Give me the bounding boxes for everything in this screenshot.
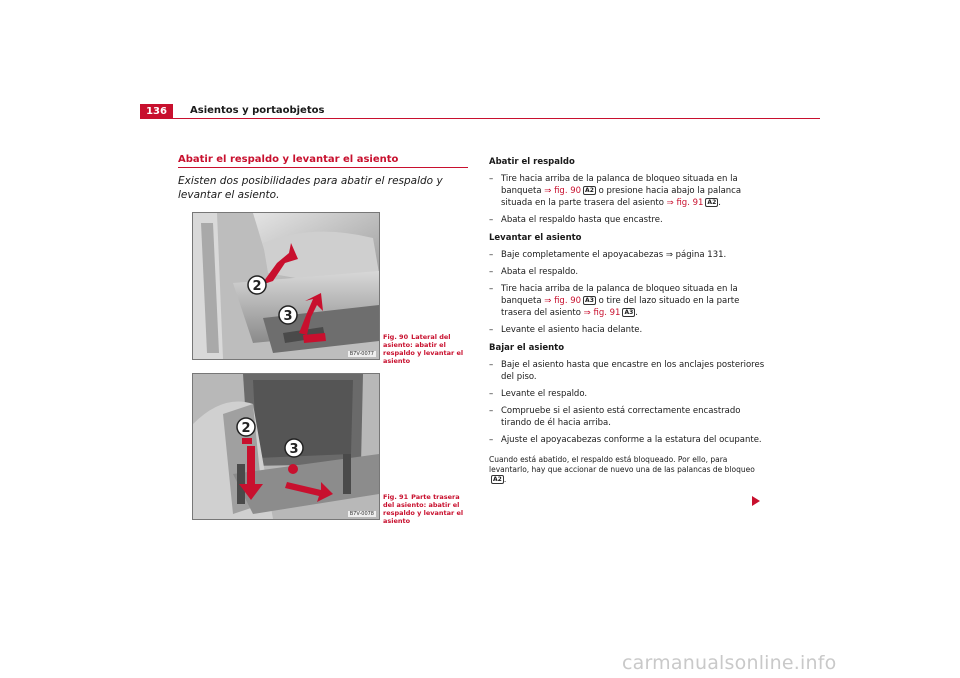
item-text: o presione hacia abajo la palanca situada en la parte trasera del asiento <box>501 186 742 208</box>
section-rule <box>178 167 468 168</box>
list-item <box>489 434 769 446</box>
figure-link[interactable]: ⇒ fig. 90 <box>544 296 582 306</box>
figure-91-code: B7V-0078 <box>349 511 374 517</box>
item-text: . <box>718 198 721 208</box>
item-text: Abata el respaldo. <box>501 267 579 277</box>
continue-arrow-icon <box>752 496 760 506</box>
section-intro: Existen dos posibilidades para abatir el respaldo y levantar el asiento. <box>178 175 443 201</box>
fig91-marker-2: 2 <box>241 421 251 436</box>
list-dash: – <box>489 215 494 225</box>
note-paragraph <box>489 455 769 485</box>
fig90-markers <box>193 213 379 359</box>
heading-levantar-asiento: Levantar el asiento <box>489 233 582 243</box>
list-item <box>489 266 769 278</box>
item-text: Levante el respaldo. <box>501 389 588 399</box>
heading-bajar-asiento: Bajar el asiento <box>489 343 565 353</box>
item-text: Baje el asiento hasta que encastre en los anclajes posteriores del piso. <box>501 360 765 382</box>
list-item <box>489 214 769 226</box>
list-item <box>489 173 769 209</box>
page-number: 136 <box>140 104 173 119</box>
figure-90-image <box>192 212 380 360</box>
note-text: Cuando está abatido, el respaldo está bloqueado. Por ello, para levantarlo, hay que accionar de nuevo una de las palancas de bloqueo <box>489 455 755 474</box>
item-text: Tire hacia arriba de la palanca de bloqueo situada en la banqueta <box>501 174 738 196</box>
list-item <box>489 405 769 429</box>
figure-90-caption <box>383 333 471 365</box>
figure-91-caption <box>383 493 471 525</box>
list-dash: – <box>489 284 494 294</box>
list-dash: – <box>489 360 494 370</box>
figure-90-text: Lateral del asiento: abatir el respaldo y levantar el asiento <box>383 333 464 365</box>
list-dash: – <box>489 325 494 335</box>
item-text: Tire hacia arriba de la palanca de bloqueo situada en la banqueta <box>501 284 738 306</box>
figure-90-label: Fig. 90 <box>383 333 409 341</box>
list-item <box>489 359 769 383</box>
fig91-marker-3: 3 <box>289 442 299 457</box>
item-text: Baje completamente el apoyacabezas ⇒ página 131. <box>501 250 727 260</box>
callout-badge: A3 <box>624 309 634 316</box>
list-item <box>489 283 769 319</box>
figure-91-text: Parte trasera del asiento: abatir el respaldo y levantar el asiento <box>383 493 464 525</box>
header-rule <box>140 118 820 119</box>
list-dash: – <box>489 174 494 184</box>
list-item <box>489 324 769 336</box>
fig90-marker-2: 2 <box>252 279 262 294</box>
figure-link[interactable]: ⇒ fig. 90 <box>544 186 582 196</box>
figure-91-image <box>192 373 380 520</box>
watermark: carmanualsonline.info <box>622 652 837 674</box>
list-dash: – <box>489 267 494 277</box>
item-text: Abata el respaldo hasta que encastre. <box>501 215 663 225</box>
figure-link[interactable]: ⇒ fig. 91 <box>666 198 704 208</box>
running-title: Asientos y portaobjetos <box>190 105 325 116</box>
instructions-column <box>489 156 769 485</box>
list-item <box>489 388 769 400</box>
callout-badge: A2 <box>493 476 502 483</box>
list-dash: – <box>489 435 494 445</box>
callout-badge: A2 <box>707 199 717 206</box>
list-item <box>489 249 769 261</box>
figure-90-code: B7V-0077 <box>349 351 374 357</box>
section-title: Abatir el respaldo y levantar el asiento <box>178 154 399 165</box>
item-text: . <box>635 308 638 318</box>
list-dash: – <box>489 389 494 399</box>
heading-abatir-respaldo: Abatir el respaldo <box>489 157 575 167</box>
item-text: o tire del lazo situado en la parte trasera del asiento <box>501 296 740 318</box>
item-text: Ajuste el apoyacabezas conforme a la estatura del ocupante. <box>501 435 762 445</box>
note-text: . <box>503 475 507 484</box>
item-text: Levante el asiento hacia delante. <box>501 325 643 335</box>
figure-91-label: Fig. 91 <box>383 493 409 501</box>
list-dash: – <box>489 406 494 416</box>
figure-link[interactable]: ⇒ fig. 91 <box>583 308 621 318</box>
list-dash: – <box>489 250 494 260</box>
callout-badge: A3 <box>585 297 594 304</box>
fig90-marker-3: 3 <box>283 309 293 324</box>
fig91-markers <box>193 374 379 519</box>
item-text: Compruebe si el asiento está correctamente encastrado tirando de él hacia arriba. <box>501 406 741 428</box>
callout-badge: A2 <box>585 187 594 194</box>
